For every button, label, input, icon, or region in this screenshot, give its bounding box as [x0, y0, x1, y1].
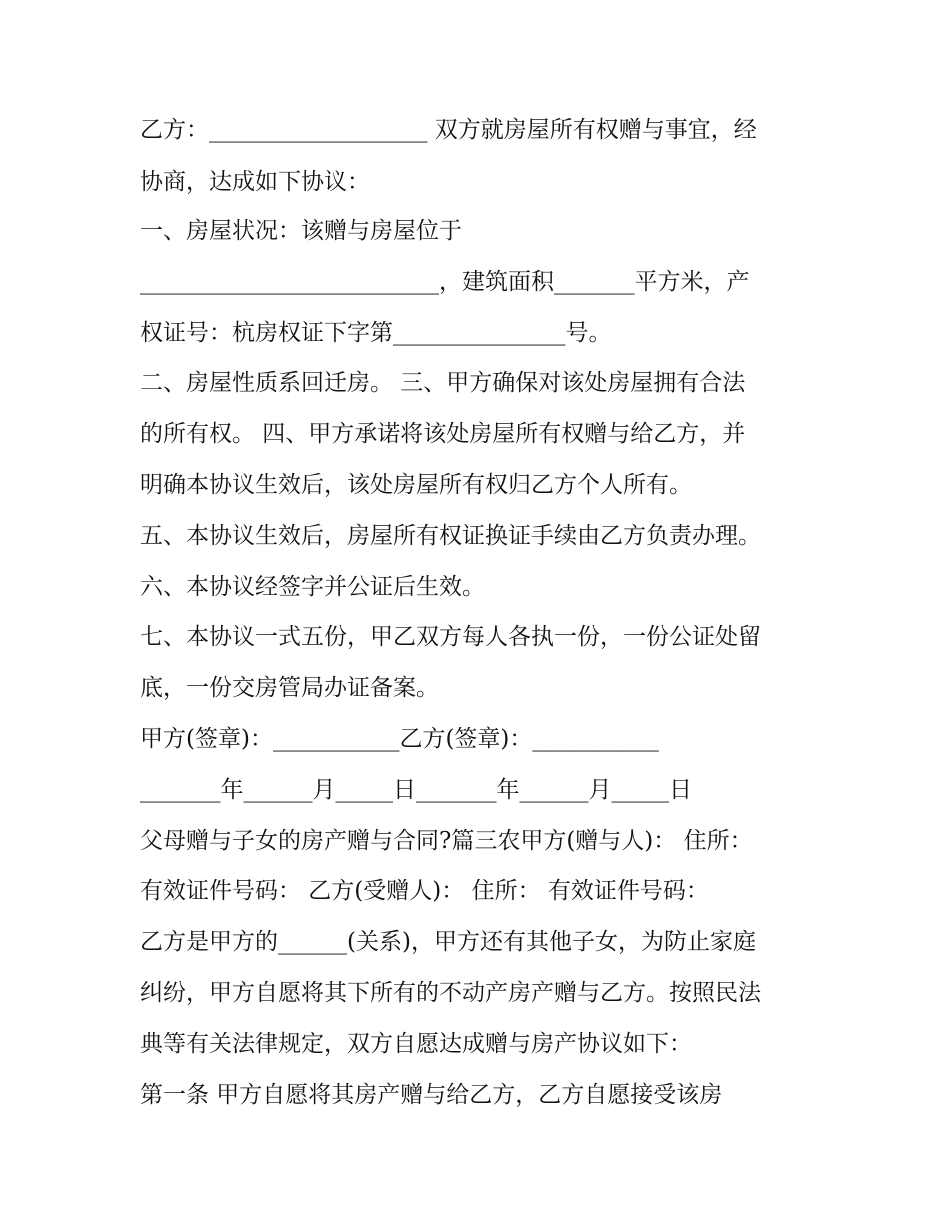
- text-line-8: 明确本协议生效后，该处房屋所有权归乙方个人所有。: [140, 472, 692, 498]
- text-line-20: 第一条 甲方自愿将其房产赠与给乙方，乙方自愿接受该房: [140, 1082, 723, 1108]
- text-line-11: 七、本协议一式五份，甲乙双方每人各执一份，一份公证处留: [140, 624, 761, 650]
- text-line-12: 底，一份交房管局办证备案。: [140, 675, 439, 701]
- text-line-6: 二、房屋性质系回迁房。 三、甲方确保对该处房屋拥有合法: [140, 370, 746, 396]
- text-line-15: 父母赠与子女的房产赠与合同?篇三农甲方(赠与人)： 住所：: [140, 828, 753, 854]
- text-line-10: 六、本协议经签字并公证后生效。: [140, 574, 485, 600]
- text-line-14: _______年______月_____日_______年______月_____日: [140, 777, 692, 803]
- text-line-3: 一、房屋状况：该赠与房屋位于: [140, 218, 462, 244]
- text-line-16: 有效证件号码： 乙方(受赠人)： 住所： 有效证件号码：: [140, 878, 709, 904]
- text-line-1: 乙方：___________________ 双方就房屋所有权赠与事宜，经: [140, 117, 757, 143]
- text-line-4: __________________________，建筑面积_______平方米，产: [140, 269, 750, 295]
- text-line-5: 权证号：杭房权证下字第_______________号。: [140, 320, 612, 346]
- text-line-17: 乙方是甲方的______(关系)，甲方还有其他子女，为防止家庭: [140, 929, 756, 955]
- text-line-9: 五、本协议生效后，房屋所有权证换证手续由乙方负责办理。: [140, 523, 761, 549]
- text-line-18: 纠纷，甲方自愿将其下所有的不动产房产赠与乙方。按照民法: [140, 980, 761, 1006]
- text-line-7: 的所有权。 四、甲方承诺将该处房屋所有权赠与给乙方，并: [140, 421, 746, 447]
- text-line-2: 协商，达成如下协议：: [140, 169, 370, 195]
- text-line-19: 典等有关法律规定，双方自愿达成赠与房产协议如下：: [140, 1031, 692, 1057]
- text-line-13: 甲方(签章)：___________乙方(签章)：___________: [140, 726, 659, 752]
